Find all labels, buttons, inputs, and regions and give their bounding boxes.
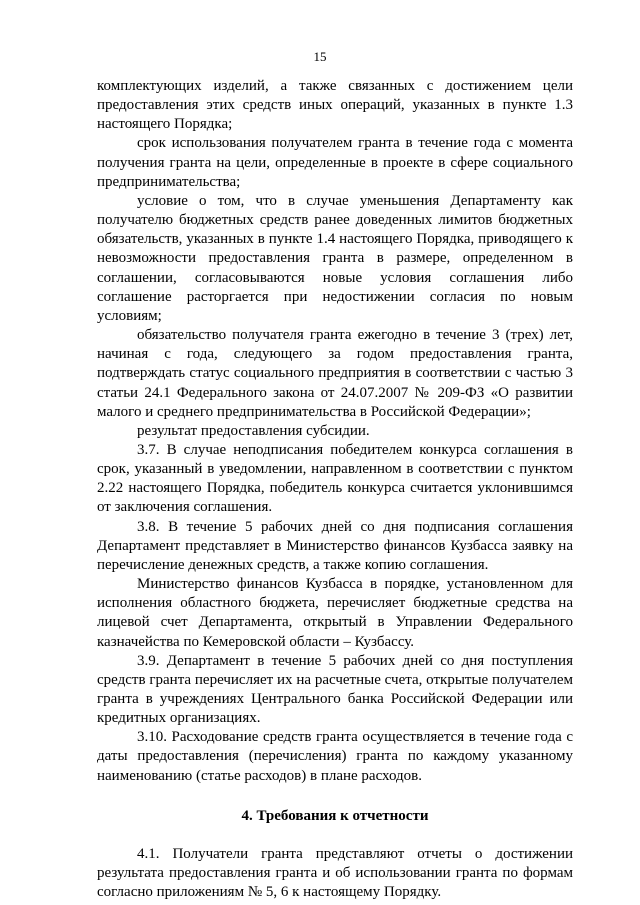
section-heading: 4. Требования к отчетности (241, 807, 429, 824)
paragraph: комплектующих изделий, а также связанных с достижением цели предоставления этих средств иных операций, указанных в пункте 1.3 настоящего Порядка; (97, 78, 573, 133)
paragraph: срок использования получателем гранта в течение года с момента получения гранта на цели, определенные в проекте в сфере социального предпринимательства; (97, 135, 573, 190)
paragraph: результат предоставления субсидии. (137, 422, 370, 439)
paragraph-3-9: 3.9. Департамент в течение 5 рабочих дней со дня поступления средств гранта перечисляет их на расчетные счета, открытые получателем гранта в учреждениях Центрального банка Российской Федерации или кредитных организациях. (97, 652, 573, 727)
paragraph-3-8: 3.8. В течение 5 рабочих дней со дня подписания соглашения Департамент представляет в Министерство финансов Кузбасса заявку на перечисление денежных средств, а также копию соглашения. (97, 518, 573, 573)
page-body (97, 77, 573, 902)
paragraph-3-7: 3.7. В случае неподписания победителем конкурса соглашения в срок, указанный в уведомлении, направленном в соответствии с пунктом 2.22 настоящего Порядка, победитель конкурса считается уклонившимся от заключения соглашения. (97, 441, 573, 516)
paragraph-3-10: 3.10. Расходование средств гранта осуществляется в течение года с даты предоставления (перечисления) гранта по каждому указанному наименованию (статье расходов) в плане расходов. (97, 729, 573, 784)
paragraph: условие о том, что в случае уменьшения Департаменту как получателю бюджетных средств ранее доведенных лимитов бюджетных обязательств, указанных в пункте 1.4 настоящего Порядка, приводящего к невозможности предоставления гранта в размере, определенном в соглашении, согласовываются новые условия соглашения либо соглашение расторгается при недостижении согласия по новым условиям; (97, 192, 573, 324)
page-number: 15 (313, 49, 327, 64)
paragraph: обязательство получателя гранта ежегодно в течение 3 (трех) лет, начиная с года, следующего за годом предоставления гранта, подтверждать статус социального предприятия в соответствии с частью 3 статьи 24.1 Федерального закона от 24.07.2007 № 209-ФЗ «О развитии малого и среднего предпринимательства в Российской Федерации»; (97, 327, 573, 420)
paragraph-4-1: 4.1. Получатели гранта представляют отчеты о достижении результата предоставления гранта и об использовании гранта по формам согласно приложениям № 5, 6 к настоящему Порядку. (97, 845, 573, 901)
paragraph: Министерство финансов Кузбасса в порядке, установленном для исполнения областного бюджета, перечисляет бюджетные средства на лицевой счет Департамента, открытый в Управлении Федерального казначейства по Кемеровской области – Кузбассу. (97, 576, 573, 650)
